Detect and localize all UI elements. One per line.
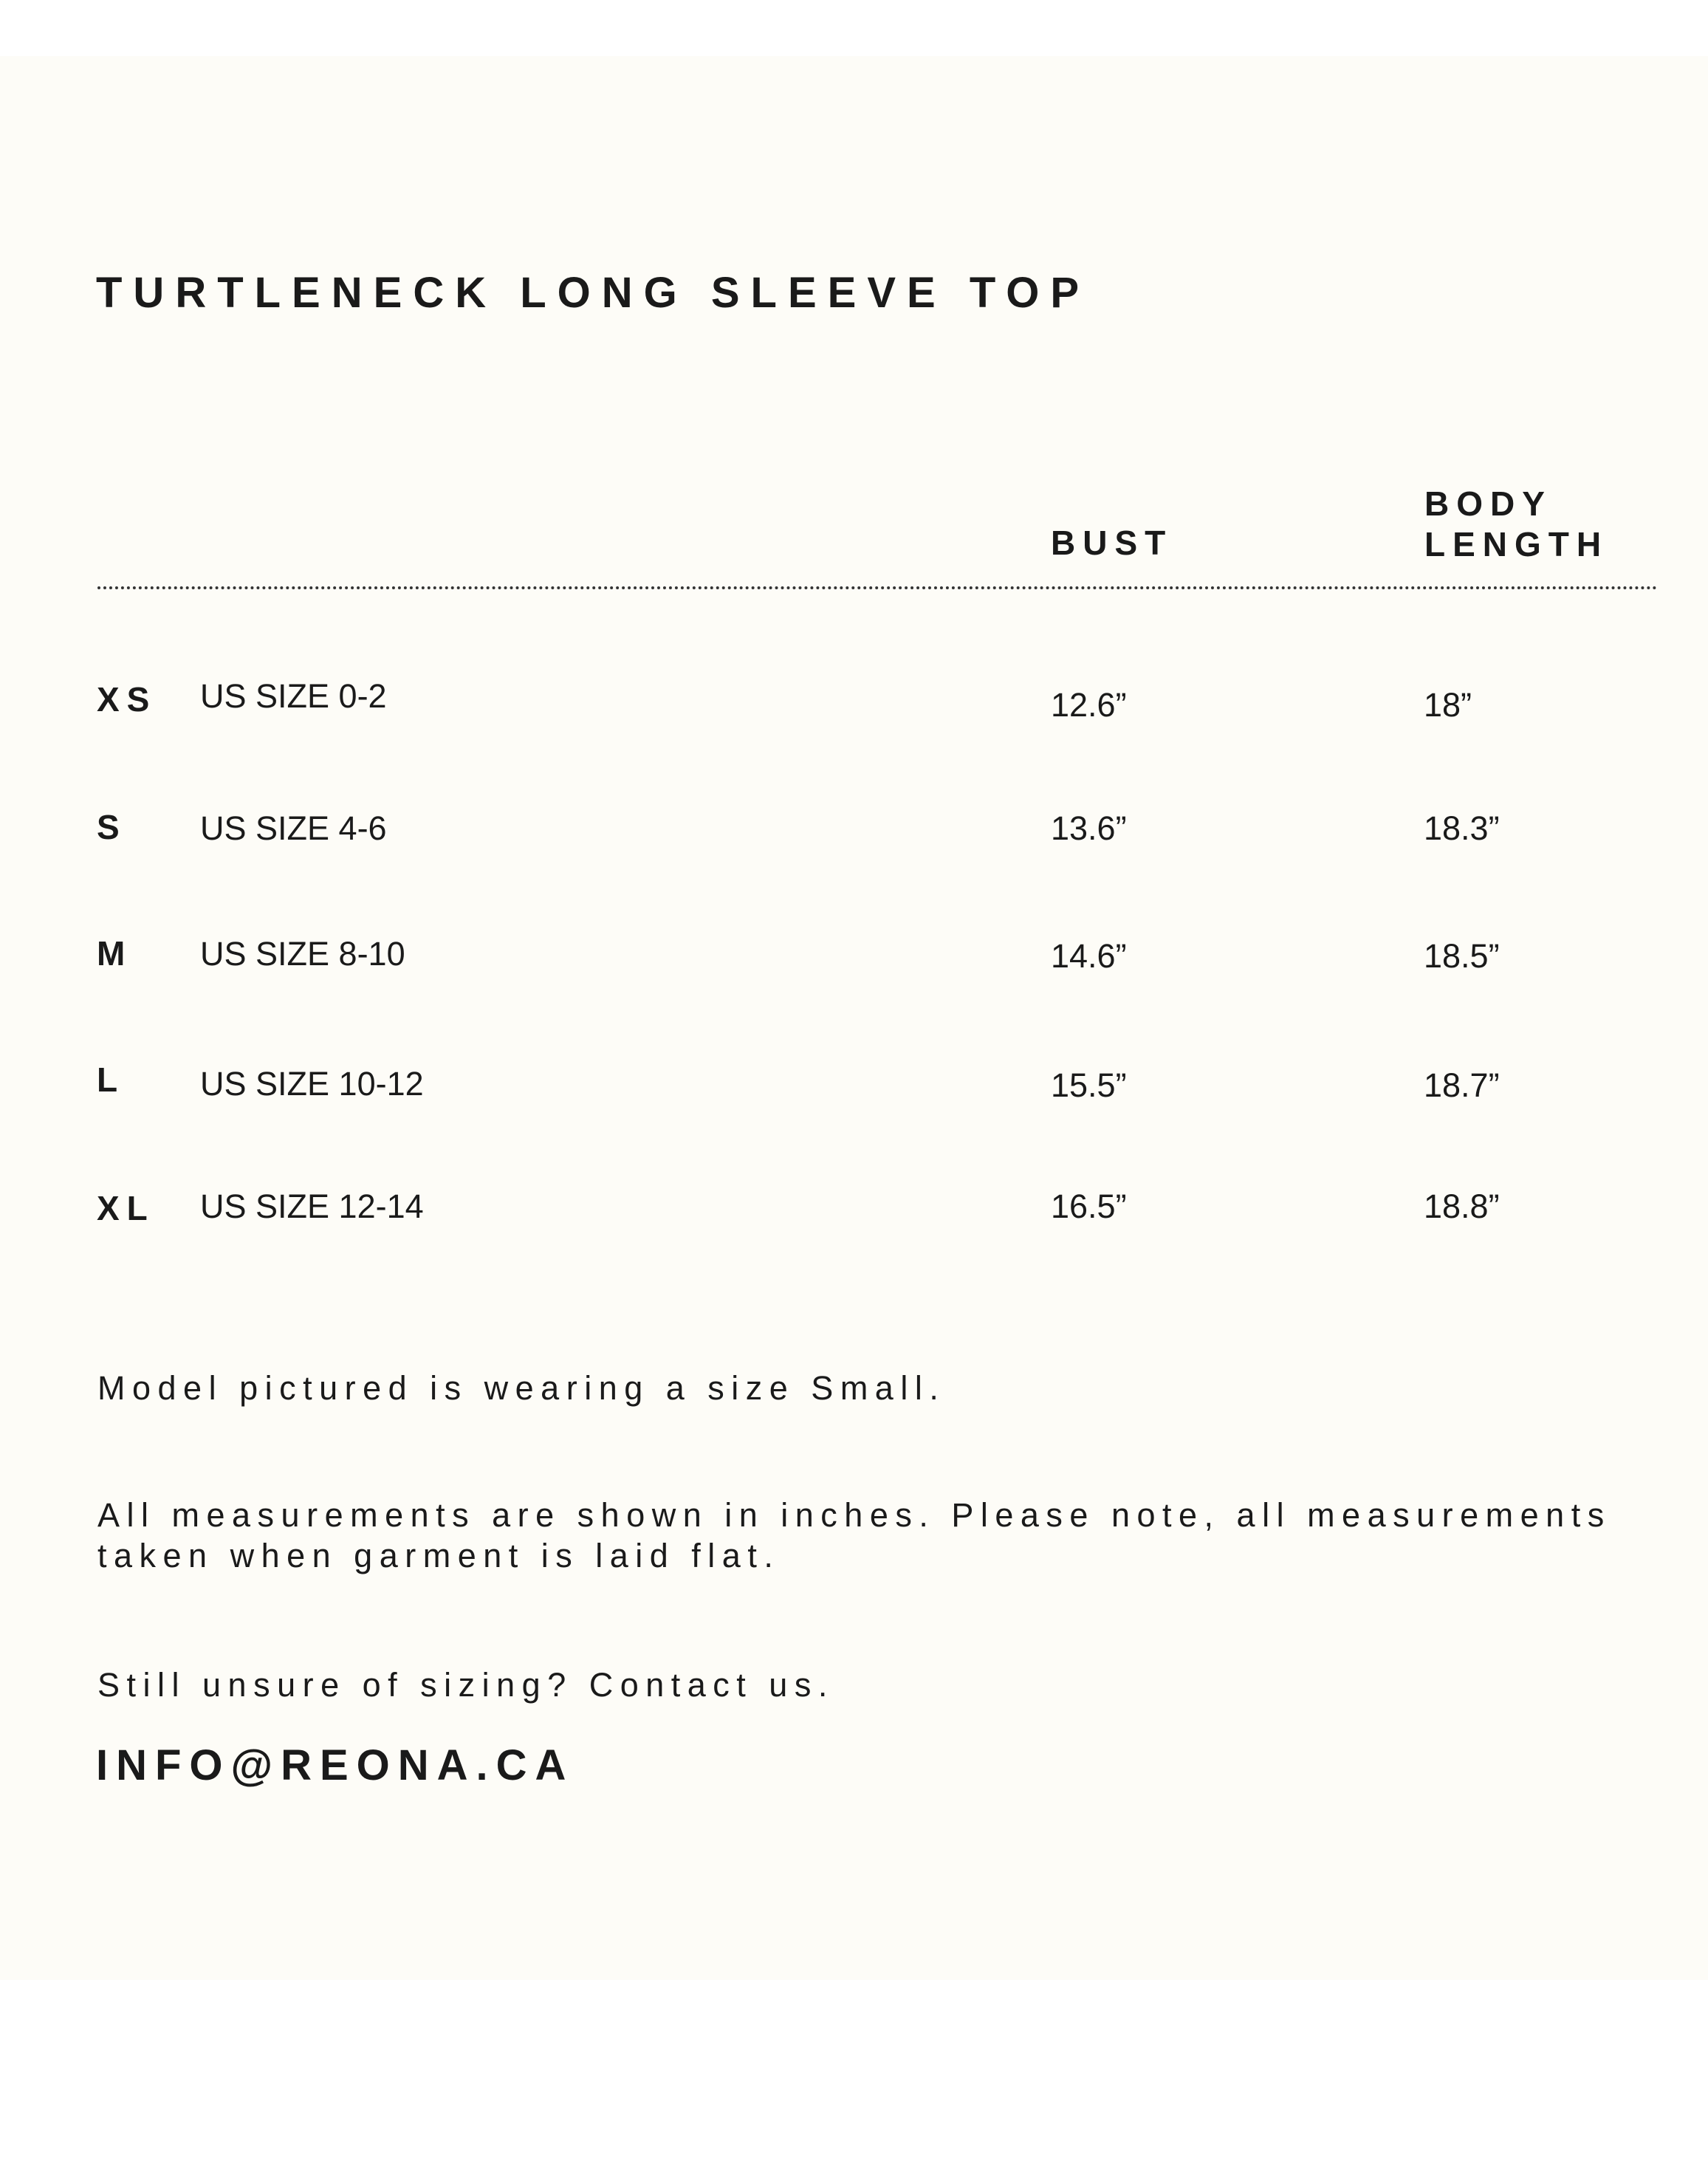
body-length-value: 18.5” [1424,937,1500,975]
body-length-column-header: BODY LENGTH [1424,484,1609,563]
bust-value: 14.6” [1051,937,1127,975]
page-title: TURTLENECK LONG SLEEVE TOP [96,269,1091,317]
model-size-note: Model pictured is wearing a size Small. [97,1369,946,1407]
us-size: US SIZE 10-12 [200,1065,424,1103]
body-length-value: 18.3” [1424,809,1500,847]
table-row [0,933,1708,978]
size-code: S [97,808,127,846]
size-code: M [97,934,133,973]
contact-email[interactable]: INFO@REONA.CA [96,1741,575,1789]
header-divider [97,586,1658,589]
size-code: XL [97,1189,155,1227]
body-length-value: 18.8” [1424,1187,1500,1225]
size-code: L [97,1060,126,1099]
bust-value: 13.6” [1051,809,1127,847]
table-row [0,807,1708,851]
us-size: US SIZE 8-10 [200,935,405,973]
us-size: US SIZE 0-2 [200,677,387,715]
table-row [0,679,1708,724]
contact-prompt: Still unsure of sizing? Contact us. [97,1666,834,1704]
size-code: XS [97,680,157,719]
us-size: US SIZE 4-6 [200,809,387,847]
body-length-value: 18.7” [1424,1066,1500,1104]
bust-value: 15.5” [1051,1066,1127,1104]
table-row [0,1060,1708,1104]
body-length-value: 18” [1424,686,1472,724]
measurement-note: All measurements are shown in inches. Please note, all measurements taken when garment is laid flat. [97,1496,1611,1574]
us-size: US SIZE 12-14 [200,1187,424,1225]
bust-value: 12.6” [1051,686,1127,724]
table-row [0,1187,1708,1231]
bust-value: 16.5” [1051,1187,1127,1225]
bust-column-header: BUST [1051,524,1173,562]
